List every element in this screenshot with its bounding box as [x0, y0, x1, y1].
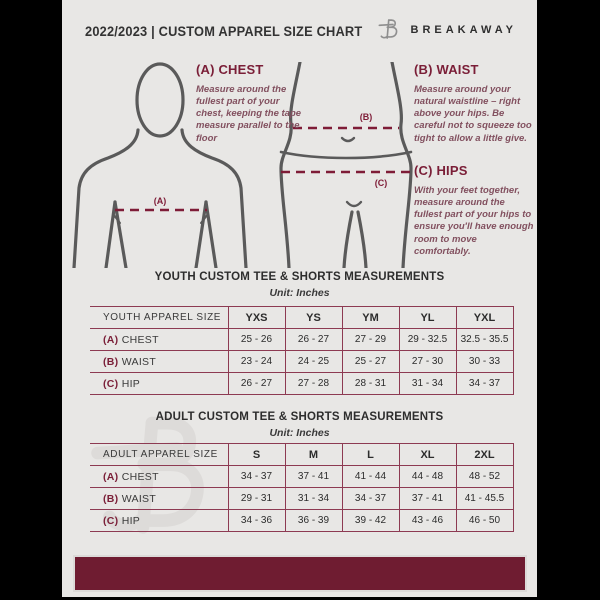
- right-arm-inner: [206, 202, 216, 268]
- hips-heading: (C) HIPS: [414, 163, 468, 178]
- chest-instruction: [196, 62, 308, 145]
- row-label: [90, 466, 228, 488]
- column-header: L: [342, 444, 399, 466]
- row-label: [90, 373, 228, 395]
- chest-body-text: Measure around the fullest part of your chest, keeping the tape measure parallel to the floor: [196, 84, 302, 144]
- row-label: [90, 329, 228, 351]
- table-cell: 25 - 27: [342, 351, 399, 373]
- left-arm-inner: [106, 202, 115, 268]
- crotch-line: [347, 202, 361, 206]
- head-outline: [137, 64, 183, 136]
- table-cell: 31 - 34: [399, 373, 456, 395]
- page: [62, 0, 537, 597]
- waist-heading: (B) WAIST: [414, 62, 479, 77]
- right-inner-leg: [358, 212, 366, 268]
- waist-instruction: [414, 62, 534, 145]
- youth-table-unit: Unit: Inches: [269, 287, 330, 299]
- hips-marker-label: (C): [374, 178, 388, 188]
- table-row: [90, 488, 513, 510]
- table-cell: 41 - 45.5: [456, 488, 513, 510]
- chest-marker-label: (A): [153, 196, 167, 206]
- column-header: YM: [342, 307, 399, 329]
- table-cell: 26 - 27: [285, 329, 342, 351]
- table-header-row: [90, 307, 513, 329]
- chest-heading: (A) CHEST: [196, 62, 264, 77]
- row-label-text: HIP: [121, 377, 141, 390]
- table-cell: 25 - 26: [228, 329, 285, 351]
- row-label: [90, 488, 228, 510]
- adult-size-table: [90, 443, 514, 532]
- table-cell: 27 - 30: [399, 351, 456, 373]
- left-inner-leg: [344, 212, 352, 268]
- row-label-prefix: (C): [103, 377, 119, 390]
- column-header: YS: [285, 307, 342, 329]
- hip-line: [281, 152, 411, 158]
- row-label-text: HIP: [121, 514, 141, 527]
- left-torso-side: [115, 202, 126, 268]
- table-cell: 39 - 42: [342, 510, 399, 532]
- table-cell: 27 - 28: [285, 373, 342, 395]
- table-cell: 34 - 36: [228, 510, 285, 532]
- row-label: [90, 351, 228, 373]
- row-label-prefix: (C): [103, 514, 119, 527]
- column-header: YOUTH APPAREL SIZE: [90, 307, 228, 329]
- table-cell: 41 - 44: [342, 466, 399, 488]
- table-cell: 27 - 29: [342, 329, 399, 351]
- row-label-text: WAIST: [121, 492, 157, 505]
- column-header: YL: [399, 307, 456, 329]
- row-label-text: WAIST: [121, 355, 157, 368]
- hips-body-text: With your feet together, measure around the fullest part of your hips to ensure you'll have enough room to move comfortably.: [414, 185, 534, 257]
- table-row: [90, 373, 513, 395]
- page-title: 2022/2023 | CUSTOM APPAREL SIZE CHART: [85, 24, 363, 39]
- waist-body-text: Measure around your natural waistline – right above your hips. Be careful not to squeeze too tight to allow a little give.: [414, 84, 532, 144]
- brand-name: BREAKAWAY: [410, 23, 517, 36]
- table-cell: 23 - 24: [228, 351, 285, 373]
- table-cell: 24 - 25: [285, 351, 342, 373]
- column-header: XL: [399, 444, 456, 466]
- table-cell: 34 - 37: [342, 488, 399, 510]
- table-cell: 29 - 31: [228, 488, 285, 510]
- column-header: S: [228, 444, 285, 466]
- column-header: YXL: [456, 307, 513, 329]
- footer-bar: [73, 555, 527, 592]
- left-shoulder-arm: [74, 130, 138, 268]
- right-torso-side: [196, 202, 206, 268]
- table-cell: 37 - 41: [285, 466, 342, 488]
- youth-size-table: [90, 306, 514, 395]
- table-cell: 30 - 33: [456, 351, 513, 373]
- navel-mark: [342, 138, 354, 141]
- table-row: [90, 510, 513, 532]
- breakaway-logo-icon: [377, 17, 402, 42]
- table-cell: 26 - 27: [228, 373, 285, 395]
- table-row: [90, 466, 513, 488]
- table-cell: 28 - 31: [342, 373, 399, 395]
- table-cell: 37 - 41: [399, 488, 456, 510]
- row-label-prefix: (A): [103, 333, 119, 346]
- right-body-outline: [392, 62, 411, 268]
- table-cell: 34 - 37: [456, 373, 513, 395]
- row-label-prefix: (A): [103, 470, 119, 483]
- column-header: M: [285, 444, 342, 466]
- table-cell: 34 - 37: [228, 466, 285, 488]
- table-cell: 44 - 48: [399, 466, 456, 488]
- row-label-prefix: (B): [103, 492, 119, 505]
- hips-instruction: [414, 163, 534, 258]
- table-cell: 31 - 34: [285, 488, 342, 510]
- column-header: 2XL: [456, 444, 513, 466]
- table-cell: 32.5 - 35.5: [456, 329, 513, 351]
- waist-marker-label: (B): [359, 112, 373, 122]
- column-header: ADULT APPAREL SIZE: [90, 444, 228, 466]
- table-cell: 43 - 46: [399, 510, 456, 532]
- table-cell: 29 - 32.5: [399, 329, 456, 351]
- table-header-row: [90, 444, 513, 466]
- table-row: [90, 351, 513, 373]
- row-label: [90, 510, 228, 532]
- row-label-text: CHEST: [121, 470, 159, 483]
- youth-table-title: YOUTH CUSTOM TEE & SHORTS MEASUREMENTS: [154, 271, 445, 283]
- table-cell: 48 - 52: [456, 466, 513, 488]
- table-cell: 46 - 50: [456, 510, 513, 532]
- column-header: YXS: [228, 307, 285, 329]
- row-label-prefix: (B): [103, 355, 119, 368]
- row-label-text: CHEST: [121, 333, 159, 346]
- brand: [377, 17, 518, 42]
- table-row: [90, 329, 513, 351]
- adult-table-unit: Unit: Inches: [269, 427, 330, 439]
- table-cell: 36 - 39: [285, 510, 342, 532]
- adult-table-title: ADULT CUSTOM TEE & SHORTS MEASUREMENTS: [155, 411, 444, 423]
